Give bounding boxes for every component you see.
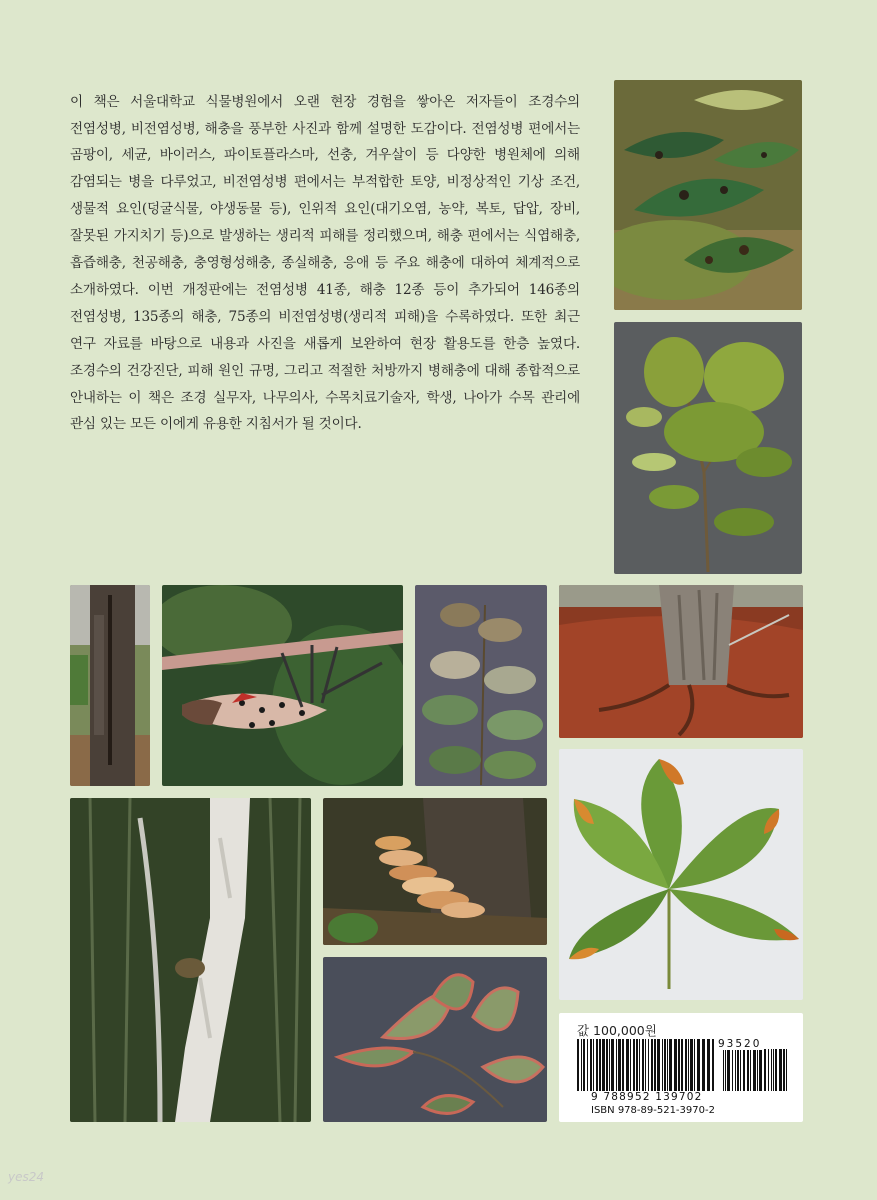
photo-leaf-scorch [323, 957, 547, 1122]
barcode-bar [702, 1039, 705, 1091]
barcode-bar [669, 1039, 672, 1091]
price-label: 값 100,000원 [577, 1023, 657, 1038]
barcode-bar [725, 1049, 726, 1091]
barcode-bar [618, 1039, 621, 1091]
barcode-bar [775, 1049, 777, 1091]
barcode-bar [690, 1039, 693, 1091]
barcode-bar [577, 1039, 579, 1091]
trunk-icon [70, 798, 311, 1122]
barcode-bar [681, 1039, 683, 1091]
leaf-icon [559, 749, 803, 1000]
barcode-bar [622, 1039, 624, 1091]
barcode-bar [611, 1039, 614, 1091]
fungus-icon [323, 798, 547, 945]
root-icon [559, 585, 803, 738]
barcode-bar [664, 1039, 666, 1091]
photo-trunk-split [70, 585, 150, 786]
barcode-bar [688, 1039, 689, 1091]
barcode-bar [583, 1039, 585, 1091]
barcode-bar [648, 1039, 649, 1091]
barcode-bar [764, 1049, 766, 1091]
barcode-addon-number: 93520 [718, 1038, 762, 1050]
barcode-bar [630, 1039, 631, 1091]
barcode-bar [654, 1039, 656, 1091]
photo-blighted-shoot [415, 585, 547, 786]
trunk-icon [70, 585, 150, 786]
barcode-bar [639, 1039, 640, 1091]
photo-mistletoe-branch [614, 322, 802, 574]
branch-icon [614, 322, 802, 574]
barcode-bar [674, 1039, 677, 1091]
barcode-bar [685, 1039, 687, 1091]
barcode-bar [743, 1049, 745, 1091]
barcode-bar [602, 1039, 605, 1091]
barcode-bar [633, 1039, 635, 1091]
barcode-bar [590, 1039, 592, 1091]
photo-root-excavation [559, 585, 803, 738]
barcode-bar [616, 1039, 617, 1091]
barcode-bar [593, 1039, 594, 1091]
barcode-bar [753, 1049, 756, 1091]
barcode-bar [642, 1039, 644, 1091]
barcode-bar [747, 1049, 749, 1091]
barcode-bar [662, 1039, 663, 1091]
leaf-icon [415, 585, 547, 786]
barcode-digits: 9 788952 139702 [591, 1091, 703, 1103]
photo-bracket-fungus [323, 798, 547, 945]
isbn-number: ISBN 978-89-521-3970-2 [591, 1105, 715, 1116]
barcode-bar [609, 1039, 610, 1091]
barcode-bar [651, 1039, 653, 1091]
barcode-bar [783, 1049, 785, 1091]
barcode-bar [596, 1039, 598, 1091]
barcode-bar [667, 1039, 668, 1091]
barcode-bar [773, 1049, 774, 1091]
barcode-bar [678, 1039, 680, 1091]
barcode-bar [750, 1049, 751, 1091]
photo-white-trunk [70, 798, 311, 1122]
barcode-bar [694, 1039, 695, 1091]
book-description: 이 책은 서울대학교 식물병원에서 오랜 현장 경험을 쌓아온 저자들이 조경수의 전염성병, 비전염성병, 해충을 풍부한 사진과 함께 설명한 도감이다. 전염성병 편에서는 곰팡이, 세균, 바이러스, 파이토플라스마, 선충, 겨우살이 등 다양한 병원체에 의해 감염되는 병을 다루었고, 비전염성병 편에서는 부적합한 토양, 비정상적인 기상 조건, 생물적 요인(덩굴식물, 야생동물 등), 인위적 요인(대기오염, 농약, 복토, 답압, 장비, 잘못된 가지치기 등)으로 발생하는 생리적 피해를 정리했으며, 해충 편에서는 식엽해충, 흡즙해충, 천공해충, 충영형성해충, 종실해충, 응애 등 주요 해충에 대하여 체계적으로 소개하였다. 이번 개정판에는 전염성병 41종, 해충 12종 등이 추가되어 146종의 전염성병, 135종의 해충, 75종의 비전염성병(생리적 피해)을 수록하였다. 또한 최근 연구 자료를 바탕으로 내용과 사진을 새롭게 보완하여 현장 활용도를 한층 높였다. 조경수의 건강진단, 피해 원인 규명, 그리고 적절한 처방까지 병해충에 대해 종합적으로 안내하는 이 책은 조경 실무자, 나무의사, 수목치료기술자, 학생, 나아가 수목 관리에 관심 있는 모든 이에게 유용한 지침서가 될 것이다. [70, 93, 580, 433]
barcode-bar [727, 1049, 730, 1091]
photo-spotted-lanternfly [162, 585, 403, 786]
barcode-bar [657, 1039, 660, 1091]
insect-icon [162, 585, 403, 786]
price-barcode-box [559, 1013, 803, 1122]
barcode-bar [645, 1039, 646, 1091]
leaf-icon [323, 957, 547, 1122]
barcode-bar [737, 1049, 739, 1091]
barcode-bar [606, 1039, 608, 1091]
barcode-bar [768, 1049, 769, 1091]
barcode-bar [599, 1039, 601, 1091]
barcode-bar [779, 1049, 782, 1091]
barcode-bar [587, 1039, 588, 1091]
barcode-bar [697, 1039, 700, 1091]
barcode-bar [732, 1049, 733, 1091]
barcode-bar [740, 1049, 741, 1091]
barcode-bar [759, 1049, 762, 1091]
barcode-bar [735, 1049, 736, 1091]
barcode-bar [636, 1039, 638, 1091]
barcode-bar [786, 1049, 787, 1091]
leaf-icon [614, 80, 802, 310]
photo-leaf-spot-branch [614, 80, 802, 310]
barcode-bar [757, 1049, 758, 1091]
barcode-bar [707, 1039, 710, 1091]
barcode-bar [712, 1039, 714, 1091]
barcode-bar [771, 1049, 772, 1091]
barcode-bar [581, 1039, 582, 1091]
photo-horse-chestnut-leaf [559, 749, 803, 1000]
barcode-bar [626, 1039, 629, 1091]
watermark-logo: yes24 [8, 1170, 45, 1184]
